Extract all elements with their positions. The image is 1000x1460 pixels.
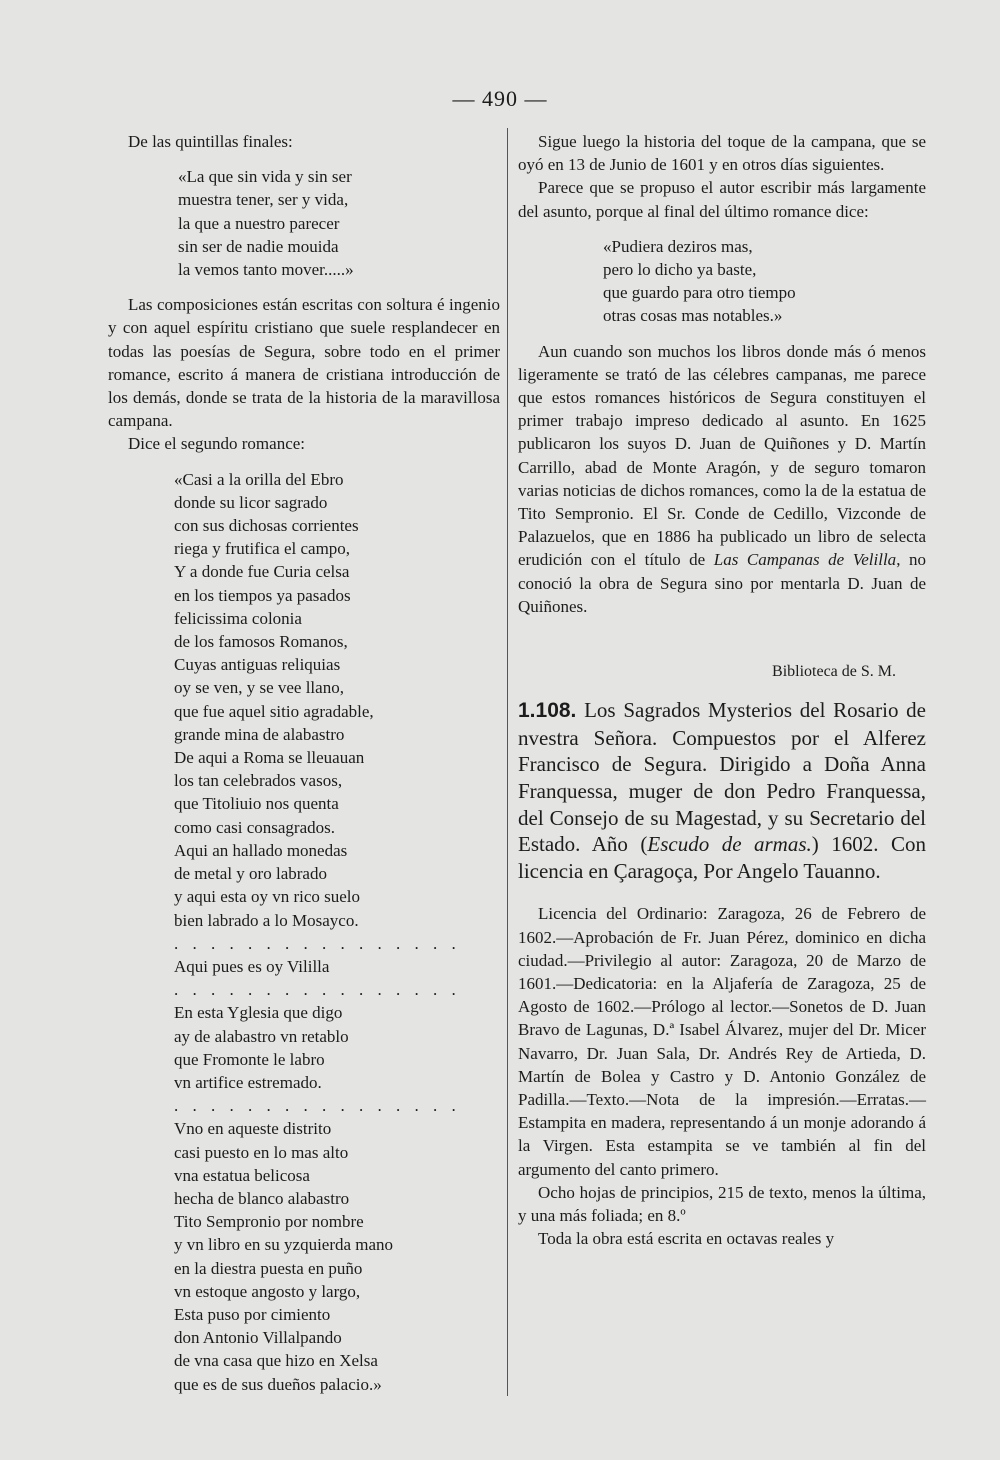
verse-line: Esta puso por cimiento: [174, 1304, 331, 1324]
verse-line: la vemos tanto mover.....»: [178, 260, 354, 280]
verse-line: «Casi a la orilla del Ebro: [174, 469, 344, 489]
verse-line: Y a donde fue Curia celsa: [174, 562, 350, 582]
verse-line: Aqui an hallado monedas: [174, 840, 348, 860]
verse-line: vn estoque angosto y largo,: [174, 1281, 361, 1301]
verse-line: que fue aquel sitio agradable,: [174, 701, 374, 721]
license-paragraph: Licencia del Ordinario: Zaragoza, 26 de Febrero de 1602.—Aprobación de Fr. Juan Pérez, dominico en dicha ciudad.—Privilegio al autor: Zaragoza, 20 de Marzo de 1601.—Dedicatoria: en la Aljafería de Zaragoza, 25 de Agosto de 1602.—Prólogo al lector.—Sonetos de D. Juan Bravo de Lagunas, D.ª Isabel Álvarez, mujer del Dr. Micer Navarro, Dr. Juan Sala, Dr. Andrés Rey de Artieda, D. Martín de Bolea y Castro y D. Antonio González de Padilla.—Texto.—Nota de la impresión.—Erratas.—Estampita en madera, representando á un monje adorando á la Virgen. Esta estampita se ve también al fin del argumento del canto primero.: [518, 904, 926, 1179]
verse-line: de vna casa que hizo en Xelsa: [174, 1351, 378, 1371]
verse-line: en la diestra puesta en puño: [174, 1258, 363, 1278]
verse-line: sin ser de nadie mouida: [178, 236, 339, 256]
right-column: [518, 130, 926, 1250]
catalog-entry: [518, 697, 926, 884]
author-intent-paragraph: Parece que se propuso el autor escribir más largamente del asunto, porque al final del último romance dice:: [518, 178, 926, 221]
verse-line: don Antonio Villalpando: [174, 1328, 342, 1348]
entry-italic-text: Escudo de armas.: [647, 832, 812, 857]
octaves-paragraph: Toda la obra está escrita en octavas reales y: [538, 1229, 835, 1249]
verse-line: que guardo para otro tiempo: [603, 283, 796, 303]
verse-line: los tan celebrados vasos,: [174, 771, 343, 791]
verse-line: vn artifice estremado.: [174, 1072, 322, 1092]
verse-line: hecha de blanco alabastro: [174, 1188, 350, 1208]
verse-line: que Titoliuio nos quenta: [174, 794, 339, 814]
verse-line: pero lo dicho ya baste,: [603, 260, 757, 280]
verse-line: que es de sus dueños palacio.»: [174, 1374, 382, 1394]
bells-books-paragraph: [518, 340, 926, 618]
column-divider: [507, 128, 508, 1396]
verse-line: donde su licor sagrado: [174, 492, 328, 512]
verse-line: . . . . . . . . . . . . . . . .: [174, 980, 461, 1000]
verse-line: muestra tener, ser y vida,: [178, 190, 349, 210]
verse-second-romance: [108, 468, 500, 1396]
book-title: Las Campanas de Velilla: [713, 550, 897, 570]
library-location: Biblioteca de S. M.: [772, 663, 896, 681]
verse-line: En esta Yglesia que digo: [174, 1003, 343, 1023]
verse-line: oy se ven, y se vee llano,: [174, 678, 344, 698]
verse-line: la que a nuestro parecer: [178, 213, 340, 233]
verse-line: . . . . . . . . . . . . . . . .: [174, 933, 461, 953]
verse-line: otras cosas mas notables.»: [603, 306, 783, 326]
pages-paragraph: Ocho hojas de principios, 215 de texto, menos la última, y una más foliada; en 8.º: [518, 1182, 926, 1226]
verse-line: Aqui pues es oy Vililla: [174, 956, 330, 976]
page-number: — 490 —: [452, 86, 548, 111]
verse-line: Cuyas antiguas reliquias: [174, 655, 341, 675]
left-column: [108, 130, 500, 1396]
verse-line: como casi consagrados.: [174, 817, 335, 837]
entry-title-text: Los Sagrados Mysterios del Rosario de nvestra Señora. Compuestos por el Alferez Francisco de Segura. Dirigido a Doña Anna Franquessa, muger de don Pedro Franquessa, del Consejo de su Magestad, y su Secretario del Estado. Año (: [518, 698, 926, 857]
verse-line: grande mina de alabastro: [174, 724, 345, 744]
paragraph-text: , no conoció la obra de Segura sino por mentarla D. Juan de Quiñones.: [518, 550, 926, 616]
verse-line: casi puesto en lo mas alto: [174, 1142, 349, 1162]
verse-line: con sus dichosas corrientes: [174, 516, 359, 536]
verse-last-romance: [518, 235, 926, 328]
verse-line: y vn libro en su yzquierda mano: [174, 1235, 394, 1255]
verse-line: «Pudiera deziros mas,: [603, 236, 753, 256]
verse-line: Tito Sempronio por nombre: [174, 1212, 364, 1232]
verse-line: vna estatua belicosa: [174, 1165, 310, 1185]
paragraph-text: Aun cuando son muchos los libros donde más ó menos ligeramente se trató de las célebres campanas, me parece que estos romances históricos de Segura constituyen el primer trabajo impreso dedicado al asunto. En 1625 publicaron los suyos D. Juan de Quiñones y D. Martín Carrillo, abad de Monte Aragón, y de seguro tomaron varias noticias de dichos romances, como la de la estatua de Tito Sempronio. El Sr. Conde de Cedillo, Vizconde de Palazuelos, que en 1886 ha publicado un libro de selecta erudición con el título de: [518, 341, 926, 570]
verse-quintillas: [108, 165, 500, 281]
verse-line: bien labrado a lo Mosayco.: [174, 910, 359, 930]
second-romance-intro: Dice el segundo romance:: [128, 434, 306, 454]
bell-history-paragraph: Sigue luego la historia del toque de la campana, que se oyó en 13 de Junio de 1601 y en otros días siguientes.: [518, 132, 926, 175]
verse-line: . . . . . . . . . . . . . . . .: [174, 1096, 461, 1116]
verse-line: y aqui esta oy vn rico suelo: [174, 887, 361, 907]
verse-line: felicissima colonia: [174, 608, 302, 628]
verse-line: en los tiempos ya pasados: [174, 585, 351, 605]
verse-line: Vno en aqueste distrito: [174, 1119, 332, 1139]
verse-line: «La que sin vida y sin ser: [178, 167, 352, 187]
verse-line: riega y frutifica el campo,: [174, 539, 351, 559]
verse-line: de los famosos Romanos,: [174, 632, 348, 652]
composition-paragraph: Las composiciones están escritas con soltura é ingenio y con aquel espíritu cristiano que suele resplandecer en todas las poesías de Segura, sobre todo en el primer romance, escrito á manera de cristiana introducción de los demás, donde se trata de la historia de la maravillosa campana.: [108, 295, 500, 431]
intro-paragraph: De las quintillas finales:: [128, 132, 293, 151]
verse-line: de metal y oro labrado: [174, 864, 327, 884]
entry-title-text: ) 1602. Con licencia en Çaragoça, Por Angelo Tauanno.: [518, 832, 927, 883]
entry-number: 1.108.: [518, 699, 577, 723]
verse-line: que Fromonte le labro: [174, 1049, 325, 1069]
verse-line: De aqui a Roma se lleuauan: [174, 748, 365, 768]
verse-line: ay de alabastro vn retablo: [174, 1026, 349, 1046]
